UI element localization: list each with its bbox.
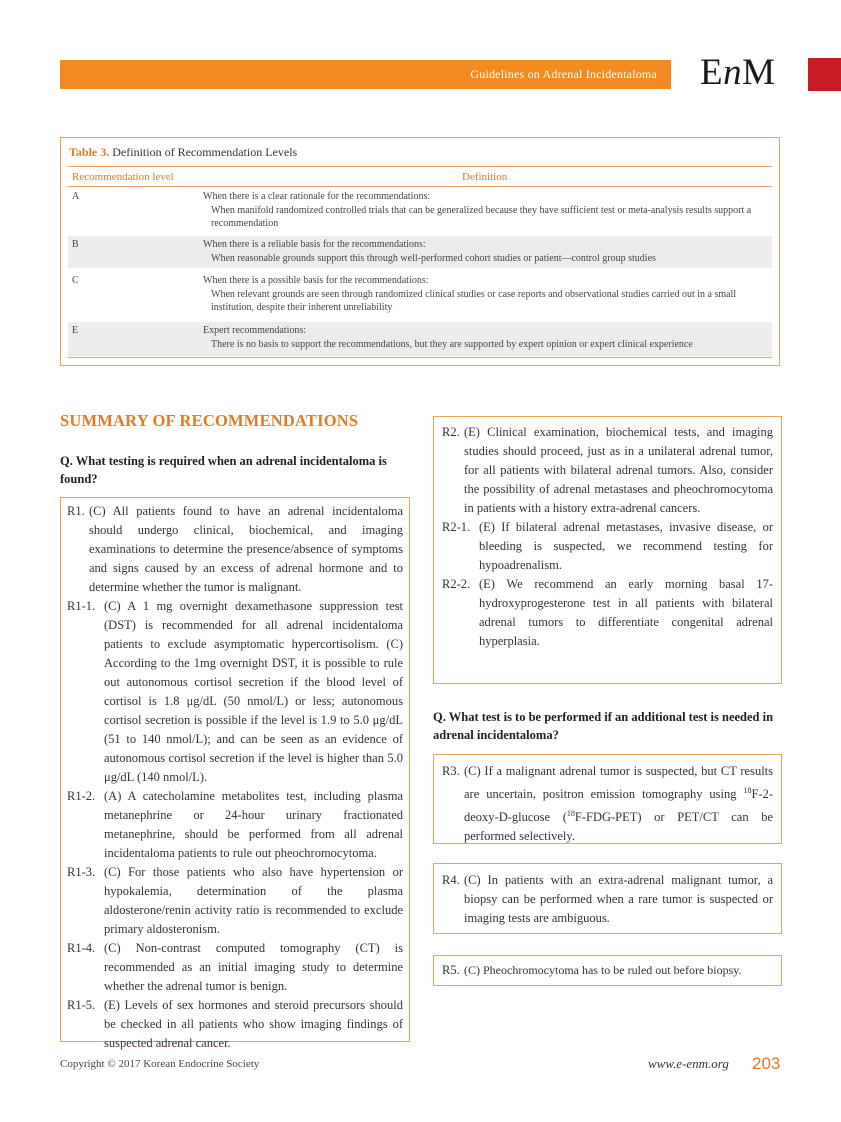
recommendation-item bbox=[442, 518, 773, 575]
recommendation-text: (C) For those patients who also have hypertension or hypokalemia, determination of the plasma aldosterone/renin activity ratio is recommended to exclude primary aldosteronism. bbox=[104, 865, 403, 936]
table-row bbox=[68, 272, 772, 318]
recommendation-label: R2-2. bbox=[442, 577, 471, 591]
header-bar bbox=[60, 60, 671, 89]
recommendation-text: (A) A catecholamine metabolites test, including plasma metanephrine or 24-hour urinary fractionated metanephrine, should be performed from all adrenal incidentaloma patients to rule out pheochromocytoma. bbox=[104, 789, 403, 860]
recommendation-label: R1-3. bbox=[67, 865, 96, 879]
r3-text-a: (C) If a malignant adrenal tumor is suspected, but CT results are uncertain, positron emission tomography using bbox=[464, 764, 773, 802]
recommendation-r3 bbox=[442, 762, 773, 846]
row-level: A bbox=[72, 191, 80, 202]
recommendation-label: R1-4. bbox=[67, 941, 96, 955]
logo-suffix: M bbox=[742, 52, 776, 93]
recommendation-label: R1-5. bbox=[67, 998, 96, 1012]
table-3 bbox=[60, 137, 780, 366]
row-level: E bbox=[72, 325, 79, 336]
question-text: Q. What testing is required when an adrenal incidentaloma is found? bbox=[60, 454, 387, 486]
row-definition-head: Expert recommendations: bbox=[203, 325, 307, 336]
recommendation-label: R1-1. bbox=[67, 599, 96, 613]
r3-text-b: F-2-deoxy-D-glucose ( bbox=[464, 787, 773, 825]
journal-logo bbox=[700, 53, 776, 93]
table-title bbox=[69, 145, 297, 160]
running-title: Guidelines on Adrenal Incidentaloma bbox=[470, 67, 657, 81]
recommendation-text: (E) Clinical examination, biochemical tests, and imaging studies should proceed, just as in a unilateral adrenal tumor, for all patients with bilateral adrenal tumors. Also, consider the possibility of adrenal metastases and pheochromocytoma in patients with a history extra-adrenal cancers. bbox=[464, 425, 773, 515]
row-definition-head: When there is a clear rationale for the recommendations: bbox=[203, 191, 431, 202]
table-row bbox=[68, 188, 772, 234]
logo-italic: n bbox=[723, 52, 743, 93]
recommendation-text bbox=[442, 762, 773, 846]
recommendation-label: R3. bbox=[442, 764, 460, 778]
recommendation-list bbox=[67, 502, 403, 1053]
recommendation-text: (C) A 1 mg overnight dexamethasone suppression test (DST) is recommended for all adrenal incidentaloma patients to exclude asymptomatic hypercortisolism. (C) According to the 1mg overnight DST, it is possible to rule out autonomous cortisol secretion if the blood level of cortisol is 1.8 μg/dL (50 nmol/L) or less; autonomous cortisol secretion is possible if the level is 1.9 to 5.0 μg/dL (51 to 140 nmol/L); and can be seen as an evidence of autonomous cortisol secretion if the level is higher than 5.0 μg/dL (140 nmol/L). bbox=[104, 599, 403, 784]
recommendation-item bbox=[67, 996, 403, 1053]
recommendation-list bbox=[442, 423, 773, 651]
row-definition-head: When there is a possible basis for the recommendations: bbox=[203, 275, 429, 286]
table-label: Table 3. bbox=[69, 145, 110, 159]
table-header-rule bbox=[68, 186, 772, 187]
recommendation-text: (C) Pheochromocytoma has to be ruled out before biopsy. bbox=[464, 963, 742, 977]
logo-prefix: E bbox=[700, 52, 724, 93]
column-header-level: Recommendation level bbox=[72, 171, 174, 183]
recommendation-item bbox=[67, 597, 403, 787]
recommendation-label: R2. bbox=[442, 425, 460, 439]
recommendation-item bbox=[442, 575, 773, 651]
question-2 bbox=[433, 708, 778, 744]
recommendation-item bbox=[442, 423, 773, 518]
row-definition-detail: When manifold randomized controlled trials that can be generalized because they have sufficient test or meta-analysis results support a recommendation bbox=[211, 204, 752, 229]
recommendation-text: (C) All patients found to have an adrenal incidentaloma should undergo clinical, biochemical, and imaging examinations to determine the presence/absence of symptoms and signs caused by an excess of adrenal hormone and to determine whether the tumor is malignant. bbox=[89, 504, 403, 594]
table-row bbox=[68, 322, 772, 356]
recommendation-label: R2-1. bbox=[442, 520, 471, 534]
recommendation-item bbox=[67, 863, 403, 939]
recommendation-text: (E) Levels of sex hormones and steroid precursors should be checked in all patients who show imaging findings of suspected adrenal cancer. bbox=[104, 998, 403, 1050]
logo-square bbox=[808, 58, 841, 91]
question-1 bbox=[60, 452, 415, 488]
recommendation-label: R1-2. bbox=[67, 789, 96, 803]
recommendation-text: (C) Non-contrast computed tomography (CT) is recommended as an initial imaging study to determine whether the adrenal tumor is benign. bbox=[104, 941, 403, 993]
row-level: C bbox=[72, 275, 79, 286]
recommendation-box-r4 bbox=[433, 863, 782, 934]
recommendation-r5 bbox=[442, 961, 773, 980]
table-row bbox=[68, 236, 772, 268]
recommendation-item bbox=[67, 939, 403, 996]
copyright: Copyright © 2017 Korean Endocrine Society bbox=[60, 1058, 260, 1070]
recommendation-box-r2 bbox=[433, 416, 782, 684]
recommendation-r4 bbox=[442, 871, 773, 928]
recommendation-box-r1 bbox=[60, 497, 410, 1050]
row-level: B bbox=[72, 239, 79, 250]
row-definition-detail: When reasonable grounds support this through well-performed cohort studies or patient—control group studies bbox=[211, 252, 656, 264]
recommendation-text: (E) We recommend an early morning basal 17-hydroxyprogesterone test in all patients with bilateral adrenal tumors to differentiate congenital adrenal hyperplasia. bbox=[479, 577, 773, 648]
recommendation-item bbox=[67, 787, 403, 863]
page-number: 203 bbox=[752, 1054, 781, 1073]
recommendation-box-r5 bbox=[433, 955, 782, 986]
recommendation-label: R1. bbox=[67, 504, 85, 518]
recommendation-text: (C) In patients with an extra-adrenal malignant tumor, a biopsy can be performed when a rare tumor is suspected or imaging tests are ambiguous. bbox=[464, 873, 773, 925]
question-text: Q. What test is to be performed if an additional test is needed in adrenal incidentaloma? bbox=[433, 710, 774, 742]
r3-sup-1: 18 bbox=[743, 786, 752, 795]
r3-sup-2: 18 bbox=[566, 809, 575, 819]
recommendation-text: (E) If bilateral adrenal metastases, invasive disease, or bleeding is suspected, we recommend testing for hypoadrenalism. bbox=[479, 520, 773, 572]
recommendation-item bbox=[67, 502, 403, 597]
recommendation-box-r3 bbox=[433, 754, 782, 844]
table-top-rule bbox=[68, 166, 772, 167]
recommendation-label: R5. bbox=[442, 963, 460, 977]
table-caption: Definition of Recommendation Levels bbox=[112, 145, 298, 159]
row-definition-detail: There is no basis to support the recommendations, but they are supported by expert opinion or expert clinical experience bbox=[211, 338, 693, 350]
section-heading: SUMMARY OF RECOMMENDATIONS bbox=[60, 411, 359, 430]
journal-url[interactable]: www.e-enm.org bbox=[648, 1056, 729, 1071]
table-bottom-rule bbox=[68, 357, 772, 358]
r3-text-c: F-FDG-PET) or PET/CT can be performed selectively. bbox=[464, 810, 774, 844]
row-definition-detail: When relevant grounds are seen through randomized clinical studies or case reports and observational studies carried out in a small institution, despite their inherent unreliability bbox=[211, 288, 737, 313]
recommendation-label: R4. bbox=[442, 873, 460, 887]
column-header-definition: Definition bbox=[462, 171, 508, 183]
row-definition-head: When there is a reliable basis for the recommendations: bbox=[203, 239, 426, 250]
